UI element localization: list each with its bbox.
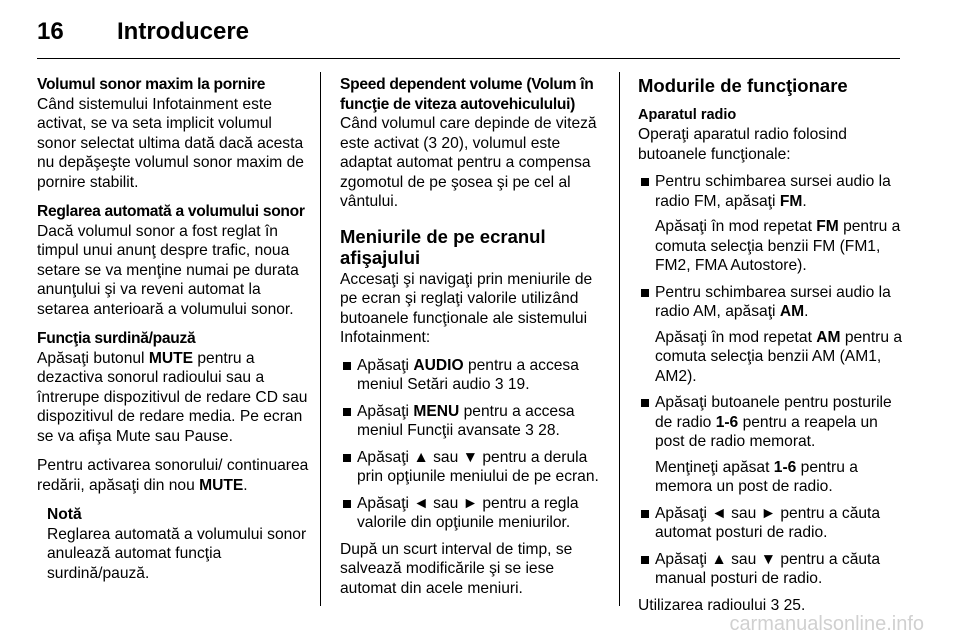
list-item: Pentru schimbarea sursei audio la radio AM, apăsaţi AM. Apăsaţi în mod repetat AM pentru a comuta selecţia benzii AM (AM1, AM2).	[638, 283, 910, 387]
column-1	[37, 75, 311, 583]
bullet-icon	[343, 454, 351, 462]
bullet-icon	[343, 500, 351, 508]
bullet-icon	[641, 289, 649, 297]
bullet-list	[638, 172, 910, 589]
page-ref: 3 20	[428, 134, 459, 152]
fm-key: FM	[816, 218, 839, 235]
page-title: Introducere	[117, 18, 250, 45]
header-divider	[37, 58, 900, 59]
section-heading: Volumul sonor maxim la pornire	[37, 76, 266, 93]
bullet-list	[340, 356, 610, 533]
mute-key: MUTE	[148, 349, 194, 367]
column-divider	[320, 72, 321, 606]
section-heading: Reglarea automată a volumului sonor	[37, 203, 305, 220]
list-item: Apăsaţi AUDIO pentru a accesa meniul Setări audio 3 19.	[340, 356, 610, 395]
section-heading: Funcţia surdină/pauză	[37, 330, 196, 347]
page-number: 16	[37, 18, 64, 45]
bullet-icon	[641, 510, 649, 518]
note-title: Notă	[47, 506, 82, 523]
paragraph: Operaţi aparatul radio folosind butoanele funcţionale:	[638, 126, 847, 163]
bullet-icon	[641, 556, 649, 564]
paragraph: Apăsaţi butonul MUTE pentru a dezactiva sonorul radioului sau a întrerupe dispozitivul de redare CD sau dispozitivul de redare media. Pe ecran se va afişa Mute sau Pause.	[37, 349, 308, 445]
paragraph: Pentru activarea sonorului/ continuarea redării, apăsaţi din nou MUTE.	[37, 457, 309, 494]
audio-key: AUDIO	[413, 356, 464, 374]
sub-heading: Aparatul radio	[638, 107, 737, 123]
section-heading: Meniurile de pe ecranul afişajului	[340, 225, 546, 268]
fm-key: FM	[779, 192, 803, 210]
bullet-icon	[343, 408, 351, 416]
paragraph: Dacă volumul sonor a fost reglat în timpul unui anunţ despre trafic, noua setare se va menţine numai pe durata anunţului şi va reveni automat la setarea anterioară a volumului sonor.	[37, 222, 299, 318]
bullet-icon	[343, 362, 351, 370]
list-item: Apăsaţi ▲ sau ▼ pentru a derula prin opţiunile meniului de pe ecran.	[340, 448, 610, 487]
note-box	[47, 505, 311, 583]
page-ref: 3 19	[494, 376, 526, 393]
am-key: AM	[779, 303, 805, 320]
section-heading: Speed dependent volume (Volum în funcţie de viteza autovehiculului)	[340, 76, 594, 113]
mute-key: MUTE	[199, 476, 244, 494]
paragraph: Utilizarea radioului 3 25.	[638, 596, 806, 614]
page-header	[37, 12, 249, 52]
list-item: Apăsaţi MENU pentru a accesa meniul Funcţii avansate 3 28.	[340, 402, 610, 441]
list-item: Apăsaţi butoanele pentru posturile de radio 1-6 pentru a reapela un post de radio memorat. Menţineţi apăsat 1-6 pentru a memora un post de radio.	[638, 393, 910, 497]
list-item: Apăsaţi ▲ sau ▼ pentru a căuta manual posturi de radio.	[638, 550, 910, 589]
column-divider	[619, 72, 620, 606]
paragraph: Când sistemului Infotainment este activat, se va seta implicit volumul sonor selectat ultima dată dacă acesta nu depăşeşte volumul sonor maxim de pornire stabilit.	[37, 95, 304, 191]
menu-key: MENU	[413, 402, 460, 420]
watermark: carmanualsonline.info	[729, 613, 924, 635]
column-2	[340, 75, 610, 608]
preset-key: 1-6	[715, 413, 739, 431]
preset-key: 1-6	[773, 458, 797, 476]
am-key: AM	[816, 328, 841, 346]
list-item: Apăsaţi ◄ sau ► pentru a regla valorile din opţiunile meniurilor.	[340, 494, 610, 533]
page-ref: 3 28	[525, 422, 556, 439]
column-3	[638, 75, 910, 625]
list-item: Apăsaţi ◄ sau ► pentru a căuta automat posturi de radio.	[638, 504, 910, 543]
list-item: Pentru schimbarea sursei audio la radio FM, apăsaţi FM. Apăsaţi în mod repetat FM pentru a comuta selecţia benzii FM (FM1, FM2, FMA Autostore).	[638, 172, 910, 276]
page-ref: 3 25	[770, 596, 801, 614]
section-heading: Modurile de funcţionare	[638, 75, 848, 96]
bullet-icon	[641, 399, 649, 407]
paragraph: După un scurt interval de timp, se salvează modificările şi se iese automat din acele meniuri.	[340, 540, 573, 597]
note-body: Reglarea automată a volumului sonor anulează automat funcţia surdină/pauză.	[47, 525, 307, 582]
paragraph: Când volumul care depinde de viteză este activat (3 20), volumul este adaptat automat pentru a compensa zgomotul de pe şosea şi pe cel al vântului.	[340, 115, 597, 210]
paragraph: Accesaţi şi navigaţi prin meniurile de pe ecran şi reglaţi valorile utilizând butoanele funcţionale ale sistemului Infotainment:	[340, 270, 593, 346]
bullet-icon	[641, 178, 649, 186]
